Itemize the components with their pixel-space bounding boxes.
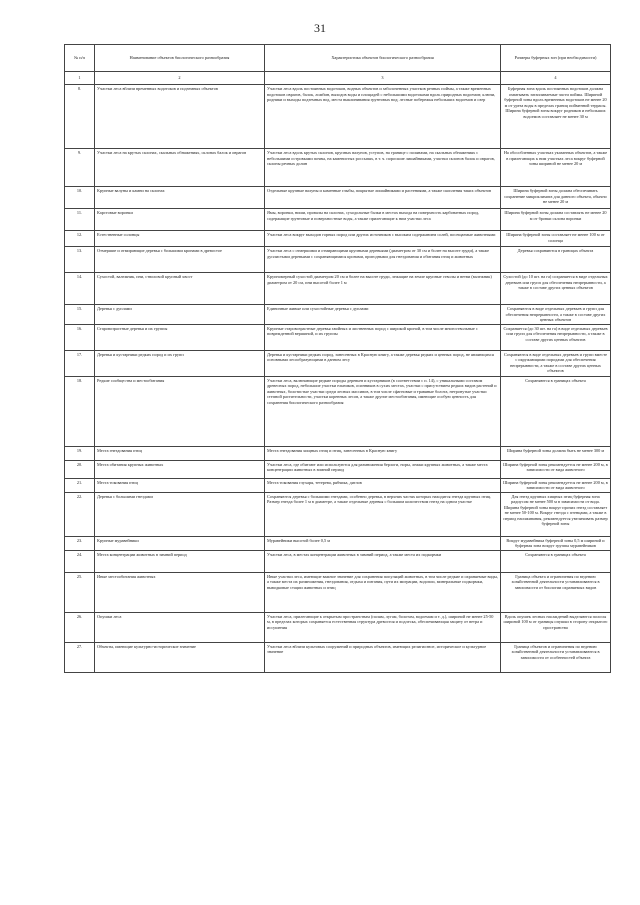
table-row <box>65 612 611 642</box>
row-number: 11. <box>65 209 95 231</box>
header-name: Наименование объектов биологического разнообразия <box>95 45 265 72</box>
row-description: Участки леса вокруг выходов горных пород или других источников с высоким содержанием солей, посещаемые животными <box>265 231 501 247</box>
row-description: Крупномерный сухостой диаметром 20 см и более на высоте груди, лежащие на земле крупные стволы и ветви (валежник) диаметром от 20 см, пни высотой более 1 м <box>265 273 501 305</box>
row-number: 9. <box>65 149 95 187</box>
row-description: Участки леса с отмершими и отмирающими крупными деревьями (диаметром от 30 см и более на высоте груди), а также дуплистыми деревьями с сохраняющимися кронами, пригодными для гнездования и обитания птиц и животных <box>265 247 501 273</box>
row-object-name: Крупные муравейники <box>95 536 265 550</box>
row-buffer-size: Ширина буферной зоны рекомендуется не менее 200 м, в зависимости от вида животного <box>501 478 611 492</box>
row-buffer-size: Сухостой (до 10 шт. на га) сохраняется в виде отдельных деревьев или групп для обеспечения непрерывности, а также в составе других ценных объектов <box>501 273 611 305</box>
row-number: 8. <box>65 85 95 149</box>
row-description: Участки леса, в местах концентрации животных в зимний период, а также места их подкормки <box>265 550 501 572</box>
row-object-name: Карстовые воронки <box>95 209 265 231</box>
row-buffer-size: Сохраняется (до 30 шт. на га) в виде отдельных деревьев или групп для обеспечения непрерывности, а также в составе других ценных объектов <box>501 324 611 350</box>
row-object-name: Деревья с большими гнездами <box>95 492 265 536</box>
row-number: 16. <box>65 324 95 350</box>
row-number: 17. <box>65 350 95 376</box>
row-buffer-size: Ширина буферной зоны должна обеспечивать сохранение микроклимата для данного объекта, обычно не менее 20 м <box>501 187 611 209</box>
column-index: 3 <box>265 72 501 85</box>
header-buffer-size: Размеры буферных зон (при необходимости) <box>501 45 611 72</box>
table-row <box>65 149 611 187</box>
row-buffer-size: Вокруг муравейника буферной зоны 0,5 м шириной и буферная зона вокруг группы муравейников <box>501 536 611 550</box>
row-number: 14. <box>65 273 95 305</box>
table-row <box>65 572 611 612</box>
header-number: № п/п <box>65 45 95 72</box>
row-buffer-size: На обособленных участках указанных объектов, а также в прилегающих к ним участках леса вокруг буферной зоны шириной не менее 20 м <box>501 149 611 187</box>
row-description: Участки леса вдоль крутых склонов, крупных валунов, уступов, на границе с полянами, на скальных обнажениях с небольшими островками почвы, на каменистых россыпях, в т. ч. поросшие лишайниками, участки склонов балок и оврагов, склоны речных долин <box>265 149 501 187</box>
row-object-name: Крупные валуны и камни на склонах <box>95 187 265 209</box>
table-row <box>65 187 611 209</box>
table-row <box>65 536 611 550</box>
row-object-name: Иные местообитания животных <box>95 572 265 612</box>
row-buffer-size: Ширина буферной зоны составляет не менее 100 м от солонца <box>501 231 611 247</box>
row-buffer-size: Граница объекта и ограничения по ведению хозяйственной деятельности устанавливаются в зависимости от биологии охраняемых видов <box>501 572 611 612</box>
row-object-name: Участки леса на крутых склонах, скальных обнажениях, склонах балок и оврагов <box>95 149 265 187</box>
table-row <box>65 642 611 672</box>
row-description: Деревья и кустарники редких пород, занесенных в Красную книгу, а также деревья редких и ценных пород, не являющихся основными лесообразующими в данном лесу <box>265 350 501 376</box>
header-description: Характеристика объектов биологического разнообразия <box>265 45 501 72</box>
biodiversity-table <box>64 44 611 673</box>
table-row <box>65 460 611 478</box>
row-object-name: Места концентрации животных в зимний период <box>95 550 265 572</box>
row-description: Муравейники высотой более 0,5 м <box>265 536 501 550</box>
row-number: 13. <box>65 247 95 273</box>
row-description: Места токования глухаря, тетерева, рябчика, дятлов <box>265 478 501 492</box>
row-description: Участки леса вблизи культовых сооружений и природных объектов, имеющих религиозное, историческое и культурное значение <box>265 642 501 672</box>
row-buffer-size: Сохраняются в виде отдельных деревьев и групп вместе с окружающими породами для обеспечения непрерывности, а также в составе других ценных объектов <box>501 350 611 376</box>
table-row <box>65 324 611 350</box>
row-object-name: Редкие сообщества и местообитания <box>95 376 265 446</box>
row-description: Участки леса, включающие редкие породы деревьев и кустарников (в соответствии с п. 14), с уникальными составом древесных пород, небольшие участки ельников, осинников в сухих местах, участки с присутствием редких видов растений и животных, болотистые участки среди лесных массивов, в том числе сфагновые и травяные болота, нетронутые участки степной растительности, участки коренных лесов, а также другие местообитания, имеющие особую ценность для сохранения биологического разнообразия <box>265 376 501 446</box>
table-row <box>65 376 611 446</box>
table-row <box>65 305 611 325</box>
table-row <box>65 350 611 376</box>
row-description: Сохраняются деревья с большими гнездами, особенно деревья, в верхних частях которых находятся гнезда крупных птиц. Размер гнезда более 1 м в диаметре, а также отдельные деревья с большим количеством гнезд на одном участке <box>265 492 501 536</box>
column-index: 2 <box>95 72 265 85</box>
row-object-name: Деревья с дуплами <box>95 305 265 325</box>
table-row <box>65 231 611 247</box>
row-number: 21. <box>65 478 95 492</box>
row-number: 15. <box>65 305 95 325</box>
table-header-row <box>65 45 611 72</box>
row-number: 12. <box>65 231 95 247</box>
row-description: Иные участки леса, имеющие важное значение для сохранения популяций животных, в том числе редкие и охраняемые виды, а также места их размножения, гнездования, отдыха и питания, пути их миграции, водопои, минеральные подкормки, выводковые стации животных и птиц <box>265 572 501 612</box>
row-buffer-size: Сохраняются в виде отдельных деревьев и групп для обеспечения непрерывности, а также в составе других ценных объектов <box>501 305 611 325</box>
row-object-name: Естественные солонцы <box>95 231 265 247</box>
table-row <box>65 85 611 149</box>
row-buffer-size: Для гнезд крупных хищных птиц буферная зона радиусом не менее 500 м в зависимости от вида. Ширина буферной зоны вокруг прочих гнезд составляет не менее 50-100 м. Вокруг гнезда с птенцами, а также в период насиживания, рекомендуется увеличивать размер буферной зоны <box>501 492 611 536</box>
row-object-name: Опушки леса <box>95 612 265 642</box>
row-object-name: Отмершие и отмирающие деревья с большими кронами в древостое <box>95 247 265 273</box>
row-number: 10. <box>65 187 95 209</box>
row-description: Участки леса, где обитают или используются для размножения берлоги, норы, лежки крупных животных, а также места концентрации животных в зимний период <box>265 460 501 478</box>
table-row <box>65 446 611 460</box>
row-description: Ямы, воронки, ниши, провалы на склонах, суходольные балки в местах выхода на поверхность карбонатных пород, содержащие грунтовые и поверхностные воды, а также прилегающие к ним участки леса <box>265 209 501 231</box>
table-row <box>65 209 611 231</box>
row-number: 19. <box>65 446 95 460</box>
row-number: 25. <box>65 572 95 612</box>
row-object-name: Места гнездования птиц <box>95 446 265 460</box>
row-object-name: Объекты, имеющие культурно-историческое значение <box>95 642 265 672</box>
row-object-name: Старовозрастные деревья и их группы <box>95 324 265 350</box>
row-number: 22. <box>65 492 95 536</box>
row-buffer-size: Ширина буферной зоны должна быть не менее 300 м <box>501 446 611 460</box>
row-buffer-size: Ширина буферной зоны должна составлять не менее 20 м от бровки склона воронки <box>501 209 611 231</box>
table-row <box>65 273 611 305</box>
row-object-name: Участки леса вблизи временных водотоков и подземных объектов <box>95 85 265 149</box>
row-number: 18. <box>65 376 95 446</box>
column-index: 4 <box>501 72 611 85</box>
row-number: 27. <box>65 642 95 672</box>
column-index: 1 <box>65 72 95 85</box>
row-description: Участки леса вдоль постоянных водотоков, водных объектов и заболоченных участков речных поймы, а также временных водотоков оврагов, балок, ложбин, выходов воды и площадей с небольшими водотоками вдоль природных водоемов; ключи, родники и выходы подземных вод, места выклинивания грунтовых вод; лесные побережья небольших водоемов и озер <box>265 85 501 149</box>
row-description: Отдельные крупные валуны и каменные глыбы, покрытые лишайниками и растениями, а также скопления таких объектов <box>265 187 501 209</box>
row-buffer-size: Буферная зона вдоль постоянных водотоков должна охватывать затапливаемые части поймы. Шириной буферной зоны вдоль временных водотоков не менее 20 м от уреза воды в пределах границ пойменной террасы. Ширина буферной зоны вокруг родников и небольших водоемов составляет не менее 30 м <box>501 85 611 149</box>
row-buffer-size: Ширина буферной зоны рекомендуется не менее 200 м, в зависимости от вида животного <box>501 460 611 478</box>
row-buffer-size: Сохраняются в границах объекта <box>501 550 611 572</box>
row-description: Единичные живые или сухостойные деревья с дуплами <box>265 305 501 325</box>
table-row <box>65 550 611 572</box>
table-row <box>65 478 611 492</box>
row-number: 24. <box>65 550 95 572</box>
row-number: 20. <box>65 460 95 478</box>
row-buffer-size: Сохраняются в границах объекта <box>501 376 611 446</box>
row-number: 23. <box>65 536 95 550</box>
row-number: 26. <box>65 612 95 642</box>
row-object-name: Места токования птиц <box>95 478 265 492</box>
row-object-name: Сухостой, валежник, пни, стволовой крупный хвост <box>95 273 265 305</box>
row-description: Крупные старовозрастные деревья хвойных и лиственных пород с широкой кроной, в том числе многоствольные с поврежденной вершиной, и их группы <box>265 324 501 350</box>
row-buffer-size: Деревья сохраняются в границах объекта <box>501 247 611 273</box>
row-description: Места гнездования хищных птиц и птиц, занесенных в Красную книгу <box>265 446 501 460</box>
column-index-row <box>65 72 611 85</box>
page-number: 31 <box>314 21 326 35</box>
row-object-name: Места обитания крупных животных <box>95 460 265 478</box>
table-row <box>65 492 611 536</box>
table-row <box>65 247 611 273</box>
row-object-name: Деревья и кустарники редких пород и их групп <box>95 350 265 376</box>
row-buffer-size: Граница объектов и ограничения по ведению хозяйственной деятельности устанавливаются в зависимости от особенностей объекта <box>501 642 611 672</box>
row-buffer-size: Вдоль опушек лесных насаждений выделяются полосы шириной 100 м от границы опушки в сторону открытого пространства <box>501 612 611 642</box>
row-description: Участки леса, прилегающие к открытым пространствам (полям, лугам, болотам, водоемам и т. д.), шириной не менее 25-50 м, в пределах которых сохраняется естественная структура древостоя и подлеска, обеспечивающая защиту от ветра и иссушения <box>265 612 501 642</box>
